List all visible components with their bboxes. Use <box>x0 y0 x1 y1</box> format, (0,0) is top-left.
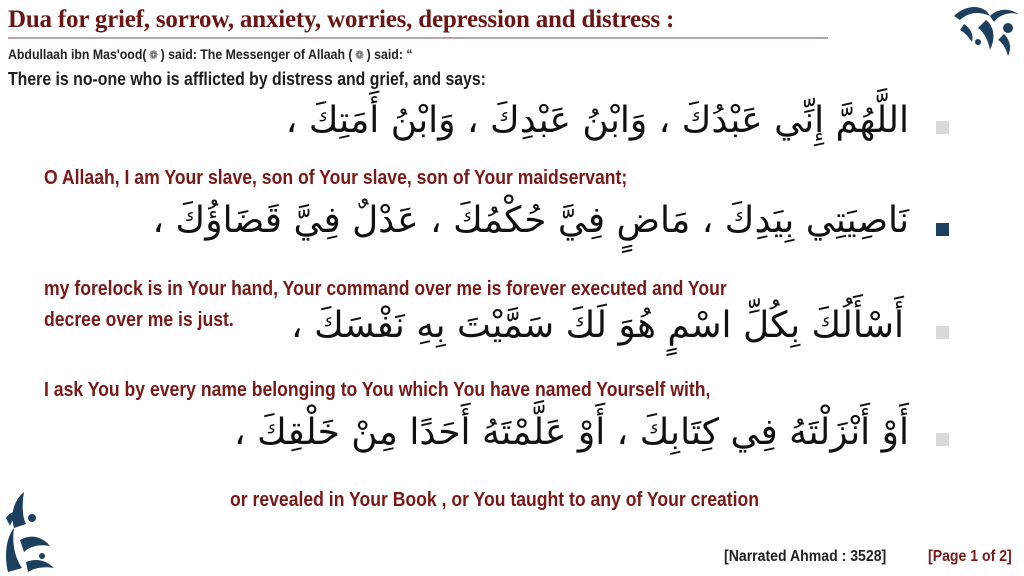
verse-2-bullet <box>936 223 949 236</box>
verse-3-bullet <box>936 326 949 339</box>
top-right-ornament-icon <box>950 2 1022 58</box>
verse-2-translation-line-2: decree over me is just. <box>44 309 234 331</box>
verse-2-arabic: نَاصِيَتِي بِيَدِكَ ، مَاضٍ فِيَّ حُكْمُكَ ، عَدْلٌ فِيَّ قَضَاؤُكَ ، <box>152 200 909 241</box>
verse-1-translation: O Allaah, I am Your slave, son of Your slave, son of Your maidservant; <box>44 167 628 189</box>
attribution-narrator: Abdullaah ibn Mas'ood( <box>8 46 147 62</box>
verse-3-translation: I ask You by every name belonging to You which You have named Yourself with, <box>44 379 711 401</box>
verse-1-bullet <box>936 121 949 134</box>
verse-2-translation-line-1: my forelock is in Your hand, Your command over me is forever executed and Your <box>44 278 727 300</box>
verse-4-bullet <box>936 433 949 446</box>
bottom-left-ornament-icon <box>2 488 58 574</box>
page-title: Dua for grief, sorrow, anxiety, worries, depression and distress : <box>8 6 675 33</box>
honorific-seal-icon: ❁ <box>149 48 158 62</box>
intro-text: There is no-one who is afflicted by distress and grief, and says: <box>8 69 486 89</box>
attribution-mid: ) said: The Messenger of Allaah ( <box>160 46 353 62</box>
verse-1-arabic: اللَّهُمَّ إِنِّي عَبْدُكَ ، وَابْنُ عَبْدِكَ ، وَابْنُ أَمَتِكَ ، <box>285 100 909 141</box>
hadith-attribution <box>8 46 413 62</box>
hadith-reference: [Narrated Ahmad : 3528] <box>724 548 887 565</box>
page-indicator: [Page 1 of 2] <box>928 548 1012 565</box>
verse-4-arabic: أَوْ أَنْزَلْتَهُ فِي كِتَابِكَ ، أَوْ عَلَّمْتَهُ أَحَدًا مِنْ خَلْقِكَ ، <box>234 412 909 453</box>
verse-3-arabic: أَسْأَلُكَ بِكُلِّ اسْمٍ هُوَ لَكَ سَمَّيْتَ بِهِ نَفْسَكَ ، <box>291 305 904 346</box>
attribution-end: ) said: “ <box>366 46 413 62</box>
title-underline <box>8 37 828 39</box>
verse-4-translation: or revealed in Your Book , or You taught to any of Your creation <box>230 489 760 511</box>
salutation-seal-icon: ❁ <box>355 48 365 62</box>
